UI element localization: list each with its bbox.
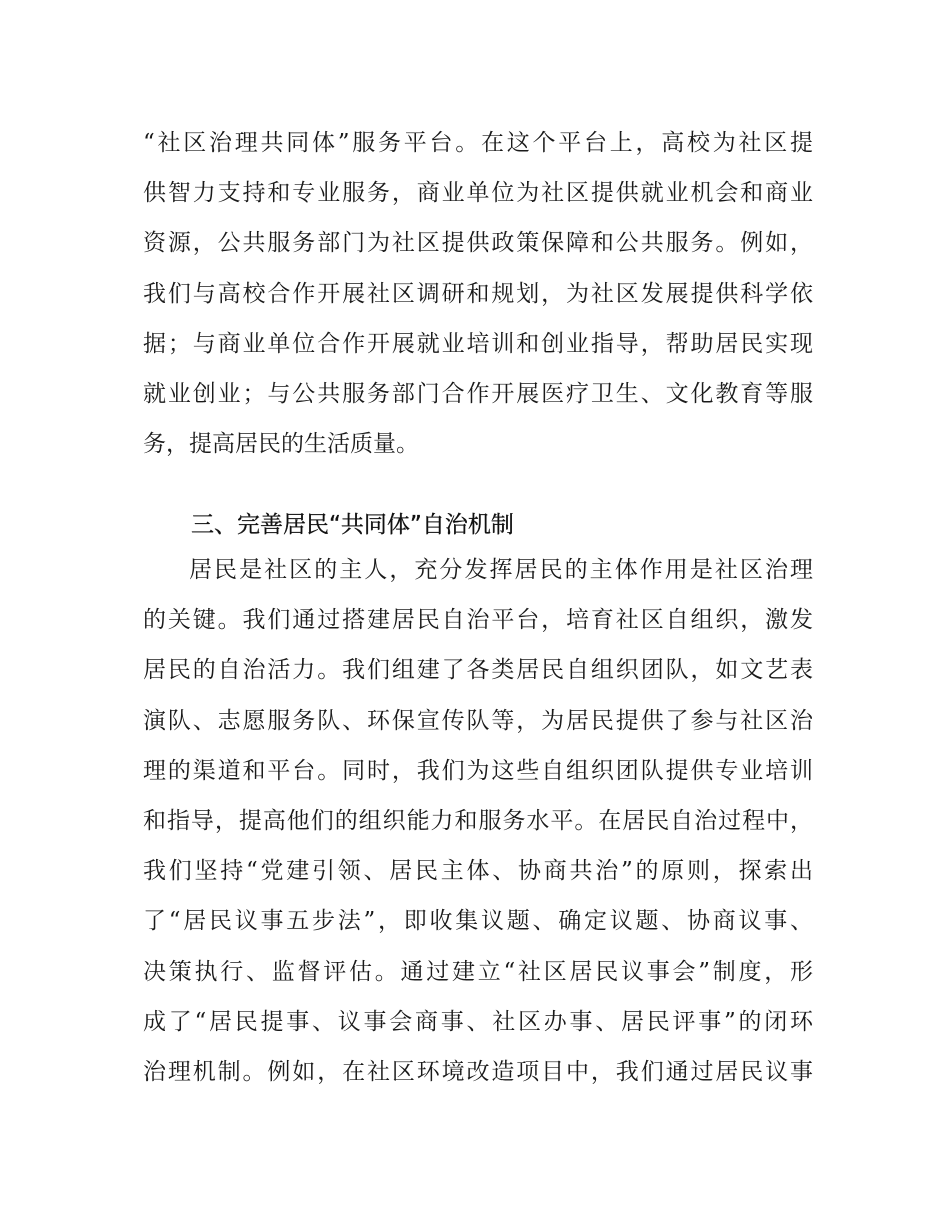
paragraph-self-governance	[143, 545, 813, 1097]
paragraph-line: 治理机制。例如，在社区环境改造项目中，我们通过居民议事	[143, 1058, 813, 1085]
paragraph-line: 演队、志愿服务队、环保宣传队等，为居民提供了参与社区治	[143, 707, 813, 734]
paragraph-line: 务，提高居民的生活质量。	[143, 431, 419, 458]
paragraph-line: 成了“居民提事、议事会商事、社区办事、居民评事”的闭环	[143, 1008, 813, 1035]
paragraph-line: 我们与高校合作开展社区调研和规划，为社区发展提供科学依	[143, 280, 813, 307]
paragraph-line: “社区治理共同体”服务平台。在这个平台上，高校为社区提	[143, 130, 813, 156]
paragraph-line: 就业创业；与公共服务部门合作开展医疗卫生、文化教育等服	[143, 380, 813, 407]
paragraph-line: 决策执行、监督评估。通过建立“社区居民议事会”制度，形	[143, 958, 813, 985]
section-heading: 三、完善居民“共同体”自治机制	[191, 512, 514, 539]
paragraph-line: 的关键。我们通过搭建居民自治平台，培育社区自组织，激发	[143, 607, 813, 634]
paragraph-line: 据；与商业单位合作开展就业培训和创业指导，帮助居民实现	[143, 330, 813, 357]
paragraph-platform	[143, 118, 813, 469]
paragraph-line: 了“居民议事五步法”，即收集议题、确定议题、协商议事、	[143, 908, 813, 935]
paragraph-line: 资源，公共服务部门为社区提供政策保障和公共服务。例如，	[143, 230, 813, 257]
paragraph-line: 居民是社区的主人，充分发挥居民的主体作用是社区治理	[189, 557, 813, 583]
paragraph-line: 和指导，提高他们的组织能力和服务水平。在居民自治过程中，	[143, 807, 813, 834]
paragraph-line: 供智力支持和专业服务，商业单位为社区提供就业机会和商业	[143, 180, 813, 207]
paragraph-line: 我们坚持“党建引领、居民主体、协商共治”的原则，探索出	[143, 858, 813, 885]
paragraph-line: 居民的自治活力。我们组建了各类居民自组织团队，如文艺表	[143, 657, 813, 684]
paragraph-line: 理的渠道和平台。同时，我们为这些自组织团队提供专业培训	[143, 757, 813, 784]
